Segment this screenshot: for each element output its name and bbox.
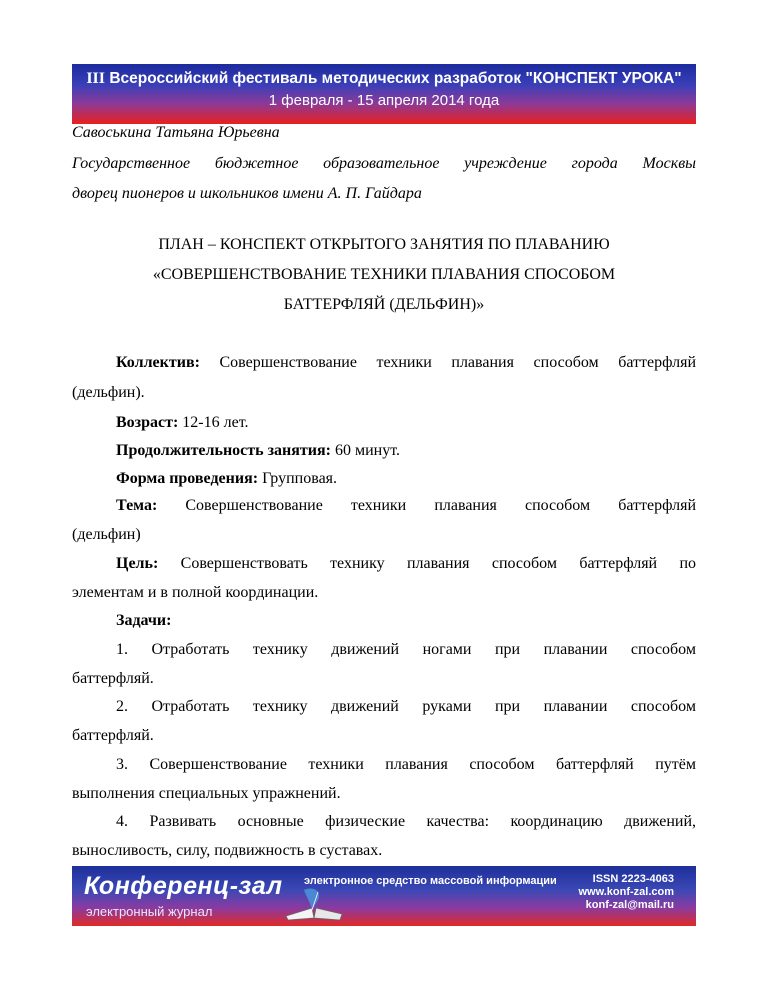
- collective-label: Коллектив:: [116, 354, 200, 371]
- task-item-1: [72, 641, 696, 659]
- task-number: 2.: [116, 698, 128, 715]
- author-name: Савоськина Татьяна Юрьевна: [72, 124, 280, 141]
- goal-label: Цель:: [116, 555, 159, 572]
- task-item-3-cont: выполнения специальных упражнений.: [72, 785, 341, 802]
- journal-logo: Конференц-зал: [84, 872, 283, 900]
- task-item-2: [72, 698, 696, 716]
- collective-value-cont: (дельфин).: [72, 384, 145, 401]
- age-label: Возраст:: [116, 414, 179, 431]
- document-title-line-1: ПЛАН – КОНСПЕКТ ОТКРЫТОГО ЗАНЯТИЯ ПО ПЛАВАНИЮ: [158, 236, 610, 253]
- duration-value: 60 минут.: [334, 442, 401, 459]
- book-quill-icon: [282, 886, 346, 920]
- tasks-label: Задачи:: [116, 612, 172, 629]
- form-label: Форма проведения:: [116, 470, 259, 487]
- festival-banner-title: [72, 64, 696, 88]
- task-item-1-cont: баттерфляй.: [72, 670, 154, 687]
- journal-tagline: электронное средство массовой информации: [304, 875, 557, 887]
- goal-value-cont: элементам и в полной координации.: [72, 584, 319, 601]
- document-title-line-3: БАТТЕРФЛЯЙ (ДЕЛЬФИН)»: [283, 296, 485, 313]
- form-field: [72, 470, 696, 488]
- form-value: Групповая.: [262, 470, 338, 487]
- task-number: 3.: [116, 756, 128, 773]
- festival-name: Всероссийский фестиваль методических разработок "КОНСПЕКТ УРОКА": [109, 70, 682, 87]
- collective-value: Совершенствование техники плавания способом баттерфляй: [219, 354, 696, 371]
- topic-label: Тема:: [116, 497, 158, 514]
- journal-contacts: [578, 873, 674, 912]
- task-text: Совершенствование техники плавания способом баттерфляй путём: [149, 756, 697, 773]
- topic-field: [72, 497, 696, 515]
- festival-dates: 1 февраля - 15 апреля 2014 года: [268, 92, 500, 109]
- task-item-4-cont: выносливость, силу, подвижность в суставах.: [72, 842, 383, 859]
- document-title-line-2: «СОВЕРШЕНСТВОВАНИЕ ТЕХНИКИ ПЛАВАНИЯ СПОСОБОМ: [152, 266, 616, 283]
- task-number: 1.: [116, 641, 128, 658]
- organization-line-2: дворец пионеров и школьников имени А. П. Гайдара: [72, 185, 422, 202]
- journal-email: konf-zal@mail.ru: [585, 899, 674, 911]
- task-item-4: [72, 813, 696, 831]
- journal-logo-subtitle: электронный журнал: [86, 904, 213, 919]
- task-text: Развивать основные физические качества: координацию движений,: [149, 813, 697, 830]
- goal-field: [72, 555, 696, 573]
- task-item-2-cont: баттерфляй.: [72, 727, 154, 744]
- goal-value: Совершенствовать технику плавания способом баттерфляй по: [180, 555, 697, 572]
- task-item-3: [72, 756, 696, 774]
- task-text: Отработать техникy движений ногами при плавании способом: [151, 641, 697, 658]
- duration-field: [72, 442, 696, 460]
- topic-value: Совершенствование техники плавания способом баттерфляй: [185, 497, 697, 514]
- topic-value-cont: (дельфин): [72, 526, 141, 543]
- festival-roman-numeral: III: [86, 70, 106, 87]
- journal-banner: [72, 866, 696, 926]
- organization-line-1: Государственное бюджетное образовательное учреждение города Москвы: [72, 155, 696, 172]
- age-field: [72, 414, 696, 432]
- collective-field: [72, 354, 696, 372]
- duration-label: Продолжительность занятия:: [116, 442, 331, 459]
- journal-issn: ISSN 2223-4063: [592, 873, 674, 885]
- tasks-heading: [72, 612, 696, 630]
- festival-banner: [72, 64, 696, 124]
- journal-website: www.konf-zal.com: [578, 886, 674, 898]
- task-number: 4.: [116, 813, 128, 830]
- age-value: 12-16 лет.: [182, 414, 249, 431]
- task-text: Отработать технику движений руками при плавании способом: [151, 698, 696, 715]
